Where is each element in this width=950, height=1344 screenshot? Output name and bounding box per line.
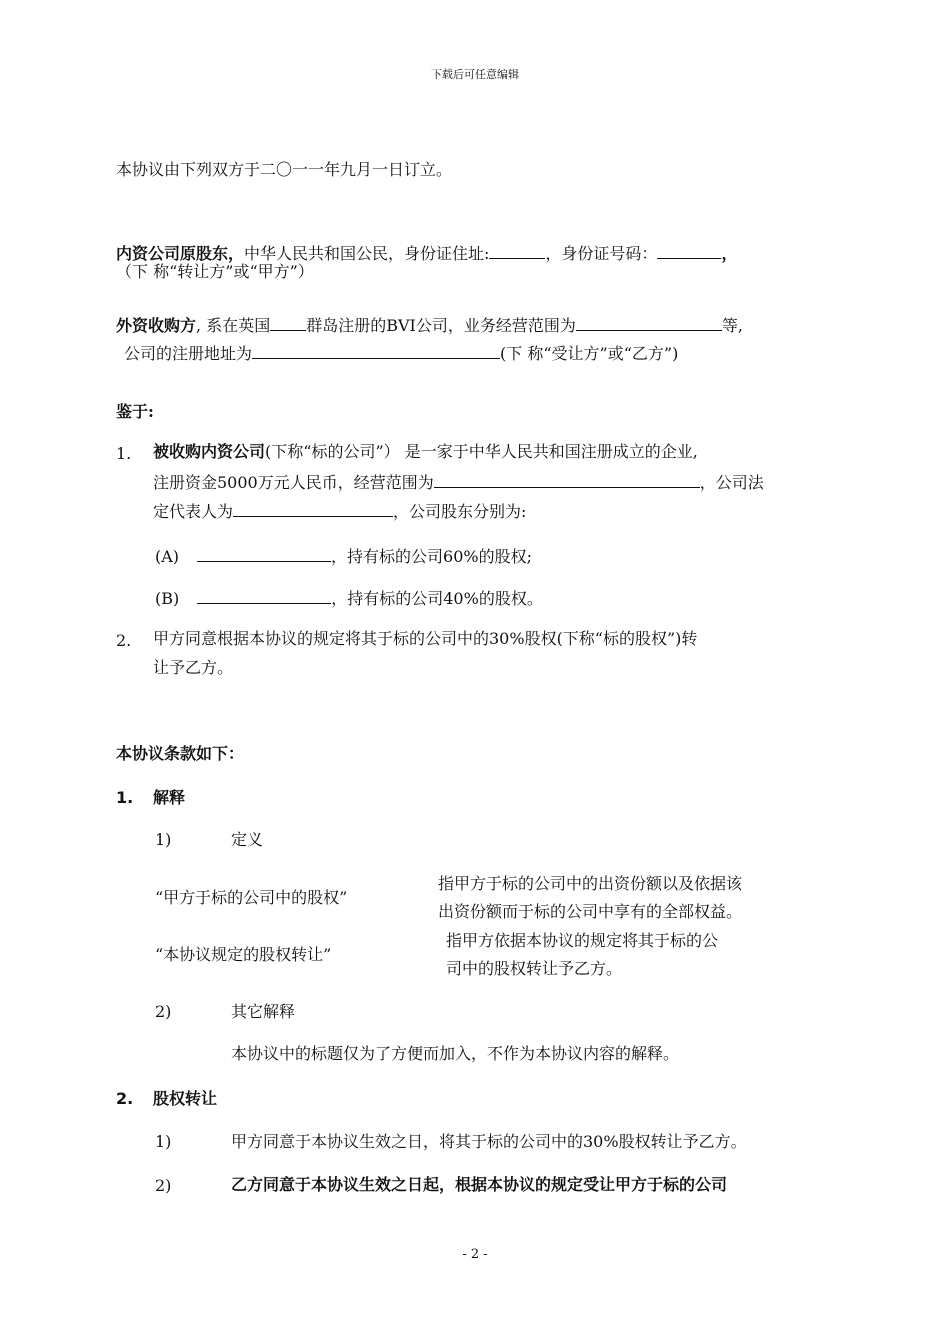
party-a-text1: 中华人民共和国公民，身份证住址:	[244, 244, 490, 263]
party-a-text2: ，身份证号码：	[545, 244, 658, 263]
business-scope-blank[interactable]	[434, 471, 700, 488]
whereas-item2-line2: 让予乙方。	[153, 658, 234, 677]
section1-num: 1.	[116, 788, 134, 807]
party-a-id-blank[interactable]	[657, 242, 721, 259]
page-header: 下载后可任意编辑	[431, 68, 519, 81]
section2-sub2-num: 2)	[155, 1176, 172, 1195]
shareholder-a-label: (A)	[155, 547, 180, 566]
shareholder-a-line	[155, 545, 532, 567]
def1-term: “甲方于标的公司中的股权”	[155, 888, 348, 907]
whereas-item1-line2b: ，公司法	[699, 473, 764, 492]
section2-sub2-text: 乙方同意于本协议生效之日起，根据本协议的规定受让甲方于标的公司	[231, 1175, 728, 1194]
section2-title: 股权转让	[153, 1089, 218, 1108]
shareholder-a-text: ，持有标的公司60%的股权;	[331, 547, 533, 566]
shareholder-b-blank[interactable]	[197, 587, 331, 604]
legal-rep-blank[interactable]	[233, 500, 393, 517]
section2-sub1-num: 1)	[155, 1132, 172, 1151]
whereas-item1-text1: (下称“标的公司”） 是一家于中华人民共和国注册成立的企业,	[265, 442, 698, 461]
whereas-item1-line3a: 定代表人为	[153, 502, 234, 521]
section1-sub1-title: 定义	[231, 830, 264, 849]
whereas-item1-line1	[153, 442, 698, 462]
party-b-line1	[116, 314, 743, 336]
whereas-item2-line1: 甲方同意根据本协议的规定将其于标的公司中的30%股权(下称“标的股权”)转	[153, 629, 698, 648]
party-a-label: 内资公司原股东，	[116, 244, 245, 263]
party-a-line2: （下 称“转让方”或“甲方”）	[116, 262, 314, 281]
section1-title: 解释	[153, 788, 186, 807]
whereas-item1-label: 被收购内资公司	[153, 442, 266, 461]
terms-title: 本协议条款如下：	[116, 744, 245, 763]
party-b-label: 外资收购方	[116, 316, 197, 335]
section1-sub2-num: 2)	[155, 1002, 172, 1021]
shareholder-b-label: (B)	[155, 589, 180, 608]
party-b-text1: , 系在英国	[196, 316, 271, 335]
shareholder-b-text: ，持有标的公司40%的股权。	[331, 589, 543, 608]
party-b-address-blank[interactable]	[252, 342, 500, 359]
def2-term: “本协议规定的股权转让”	[155, 945, 332, 964]
section1-sub1-num: 1)	[155, 830, 172, 849]
party-b-text2: 群岛注册的BVI公司，业务经营范围为	[306, 316, 576, 335]
whereas-title: 鉴于:	[116, 402, 154, 421]
section2-num: 2.	[116, 1089, 134, 1108]
section1-sub2-title: 其它解释	[231, 1002, 296, 1021]
whereas-item1-line2a: 注册资金5000万元人民币，经营范围为	[153, 473, 434, 492]
party-b-line2	[124, 342, 678, 364]
party-a-line1	[116, 242, 737, 264]
whereas-item1-line2	[153, 471, 764, 493]
party-a-address-blank[interactable]	[489, 242, 545, 259]
party-b-text3: 等,	[721, 316, 743, 335]
party-b-island-blank[interactable]	[270, 314, 306, 331]
shareholder-b-line	[155, 587, 543, 609]
whereas-item2-num: 2.	[116, 631, 132, 650]
party-b-line2a: 公司的注册地址为	[124, 344, 253, 363]
page-number: - 2 -	[462, 1247, 488, 1262]
def2-line2: 司中的股权转让予乙方。	[446, 959, 623, 978]
party-b-scope-blank[interactable]	[576, 314, 722, 331]
party-b-line2b: (下 称“受让方”或“乙方”)	[500, 344, 679, 363]
whereas-item1-line3b: ，公司股东分别为:	[393, 502, 527, 521]
shareholder-a-blank[interactable]	[197, 545, 331, 562]
whereas-item1-num: 1.	[116, 444, 132, 463]
whereas-item1-line3	[153, 500, 526, 522]
section2-sub1-text: 甲方同意于本协议生效之日，将其于标的公司中的30%股权转让予乙方。	[231, 1132, 747, 1151]
intro-paragraph: 本协议由下列双方于二〇一一年九月一日订立。	[116, 160, 453, 179]
def1-line2: 出资份额而于标的公司中享有的全部权益。	[438, 902, 743, 921]
section1-sub2-text: 本协议中的标题仅为了方便而加入，不作为本协议内容的解释。	[231, 1044, 680, 1063]
def1-line1: 指甲方于标的公司中的出资份额以及依据该	[438, 874, 743, 893]
def2-line1: 指甲方依据本协议的规定将其于标的公	[446, 931, 719, 950]
party-a-comma: ，	[721, 244, 738, 263]
